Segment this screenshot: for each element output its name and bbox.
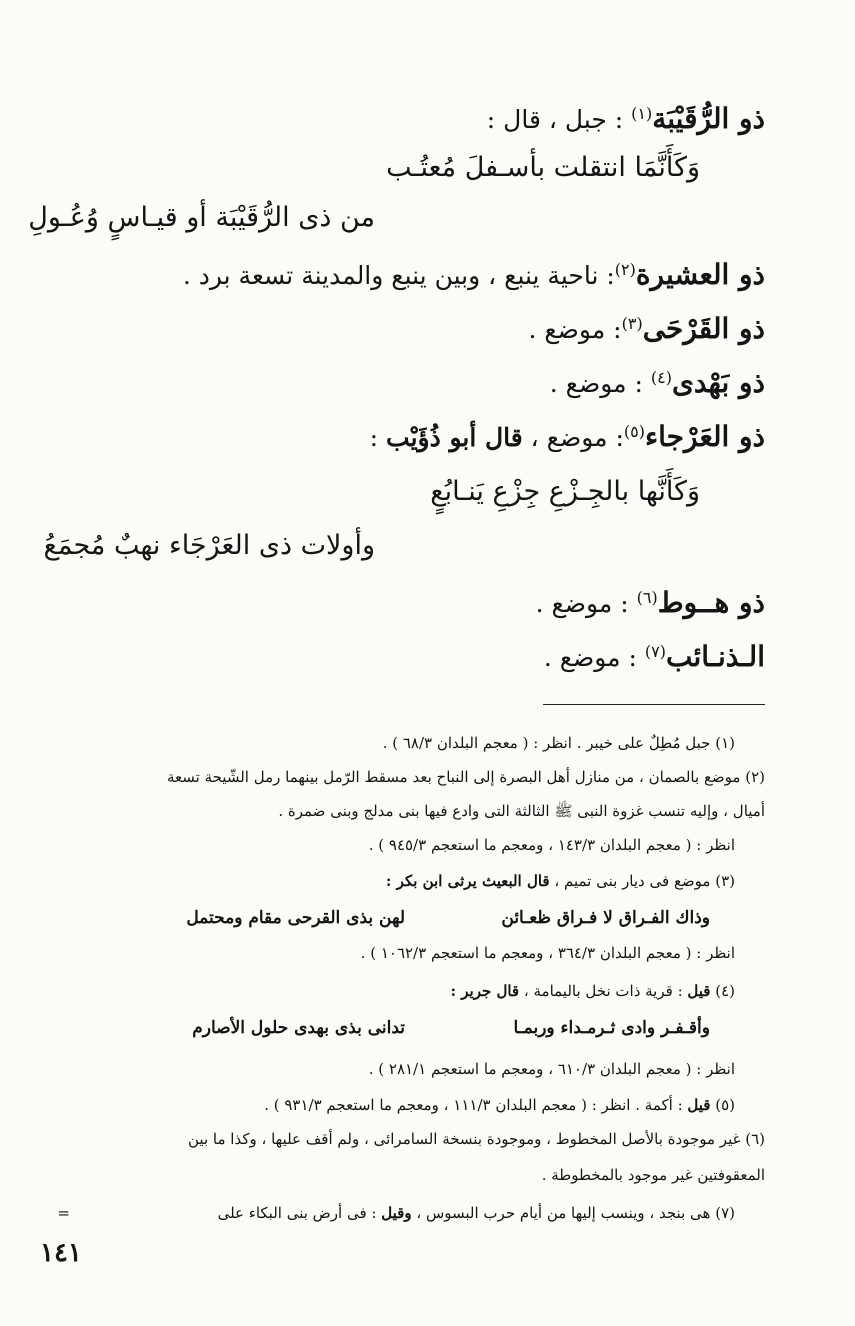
entry-text: : موضع .: [549, 369, 651, 398]
entry-dhu-bahda: [550, 366, 765, 399]
verse-line: وأولات ذى العَرْجَاء نهبٌ مُجمَعُ: [43, 530, 375, 561]
footnote-ref: (٢): [614, 260, 636, 279]
footnote-verse-hemistich: وذاك الفـراق لا فـراق ظعـائن: [501, 908, 710, 928]
footnote-text: : أكمة . انظر : ( معجم البلدان ١١١/٣ ، ومعجم ما استعجم ٩٣١/٣ ) .: [264, 1096, 688, 1114]
footnote-ref: (٦): [636, 588, 658, 607]
footnote-text: : قرية ذات نخل باليمامة ،: [519, 982, 688, 1000]
footnote-ref: (٧): [644, 642, 666, 661]
footnote-1: (١) جبل مُطِلٌ على خيبر . انظر : ( معجم البلدان ٦٨/٣ ) .: [382, 734, 735, 752]
footnote-ref: (٥): [623, 422, 645, 441]
entry-headword: الـذنـائب: [665, 640, 765, 673]
footnote-2-ref: انظر : ( معجم البلدان ١٤٣/٣ ، ومعجم ما استعجم ٩٤٥/٣ ) .: [368, 836, 735, 854]
footnote-verse-hemistich: تدانى بذى بهدى حلول الأصارم: [192, 1018, 405, 1038]
entry-text: : موضع ،: [522, 423, 624, 452]
page-number: ١٤١: [40, 1238, 82, 1268]
entry-headword: ذو بَهْدى: [671, 366, 765, 399]
footnote-text-bold: قال البعيث يرثى ابن بكر :: [385, 872, 550, 890]
footnote-3-ref: انظر : ( معجم البلدان ٣٦٤/٣ ، ومعجم ما استعجم ١٠٦٢/٣ ) .: [360, 944, 735, 962]
entry-headword: ذو العَرْجاء: [644, 420, 765, 453]
entry-headword: ذو هــوط: [657, 586, 765, 619]
entry-text: : ناحية ينبع ، وبين ينبع والمدينة تسعة برد .: [182, 261, 615, 290]
entry-dhu-al-ushayra: [183, 258, 765, 291]
verse-line: وَكَأَنَّها بالجِـزْعِ جِزْعِ يَنـابُعٍ: [430, 476, 700, 507]
footnote-ref: (٣): [621, 314, 643, 333]
entry-headword: ذو الرُّقَيْبَة: [652, 102, 765, 135]
footnote-text: (٧) هى بنجد ، وينسب إليها من أيام حرب البسوس ،: [411, 1204, 735, 1222]
footnote-text: (٣) موضع فى ديار بنى تميم ،: [549, 872, 735, 890]
entry-dhu-al-qarha: [528, 312, 765, 345]
entry-al-dhanaib: [544, 640, 765, 673]
footnote-4: [450, 982, 735, 1000]
footnote-6-cont: المعقوفتين غير موجود بالمخطوطة .: [541, 1166, 765, 1184]
footnote-7: [218, 1204, 735, 1222]
footnote-text-bold: قال جرير :: [450, 982, 520, 1000]
footnote-ref: (١): [631, 104, 653, 123]
footnote-4-ref: انظر : ( معجم البلدان ٦١٠/٣ ، ومعجم ما استعجم ٢٨١/١ ) .: [368, 1060, 735, 1078]
footnote-text: (٥): [710, 1096, 735, 1114]
footnote-ref: (٤): [650, 368, 672, 387]
footnote-text: (٤): [710, 982, 735, 1000]
entry-dhu-hawt: [536, 586, 765, 619]
entry-text: : موضع .: [543, 643, 645, 672]
footnote-divider: [543, 704, 765, 705]
entry-text: : موضع .: [528, 315, 622, 344]
continuation-mark: =: [57, 1204, 70, 1222]
entry-dhu-al-arja: [370, 420, 765, 453]
footnote-3: [386, 872, 735, 890]
footnote-5: [264, 1096, 735, 1114]
footnote-2-cont: أميال ، وإليه تنسب غزوة النبى ﷺ الثالثة التى وادع فيها بنى مدلج وبنى ضمرة .: [278, 802, 765, 820]
entry-text: : موضع .: [535, 589, 637, 618]
footnote-text: : فى أرض بنى البكاء على: [217, 1204, 382, 1222]
footnote-text-bold: قيل: [687, 982, 711, 1000]
footnote-6: (٦) غير موجودة بالأصل المخطوط ، وموجودة بنسخة السامرائى ، ولم أقف عليها ، وكذا ما بين: [188, 1130, 765, 1148]
footnote-2: (٢) موضع بالصمان ، من منازل أهل البصرة إلى النباح بعد مسقط الرّمل بينهما رمل الشّيحة تسعة: [166, 768, 765, 786]
footnote-verse-hemistich: وأقـفـر وادى ثـرمـداء وربمـا: [513, 1018, 710, 1038]
entry-headword: ذو العشيرة: [635, 258, 765, 291]
entry-text: : جبل ، قال :: [486, 105, 632, 134]
entry-dhu-al-ruqayba: [487, 102, 765, 135]
verse-line: من ذى الرُّقَيْبَة أو قيـاسٍ وُعُـولِ: [28, 202, 375, 233]
footnote-verse-hemistich: لهن بذى القرحى مقام ومحتمل: [186, 908, 405, 928]
footnote-text-bold: قيل: [687, 1096, 711, 1114]
entry-text-bold: قال أبو ذُؤَيْب: [386, 423, 523, 452]
footnote-text-bold: وقيل: [381, 1204, 412, 1222]
entry-headword: ذو القَرْحَى: [642, 312, 765, 345]
entry-text: :: [369, 423, 387, 452]
verse-line: وَكَأَنَّمَا انتقلت بأسـفلَ مُعتُـب: [386, 152, 700, 183]
